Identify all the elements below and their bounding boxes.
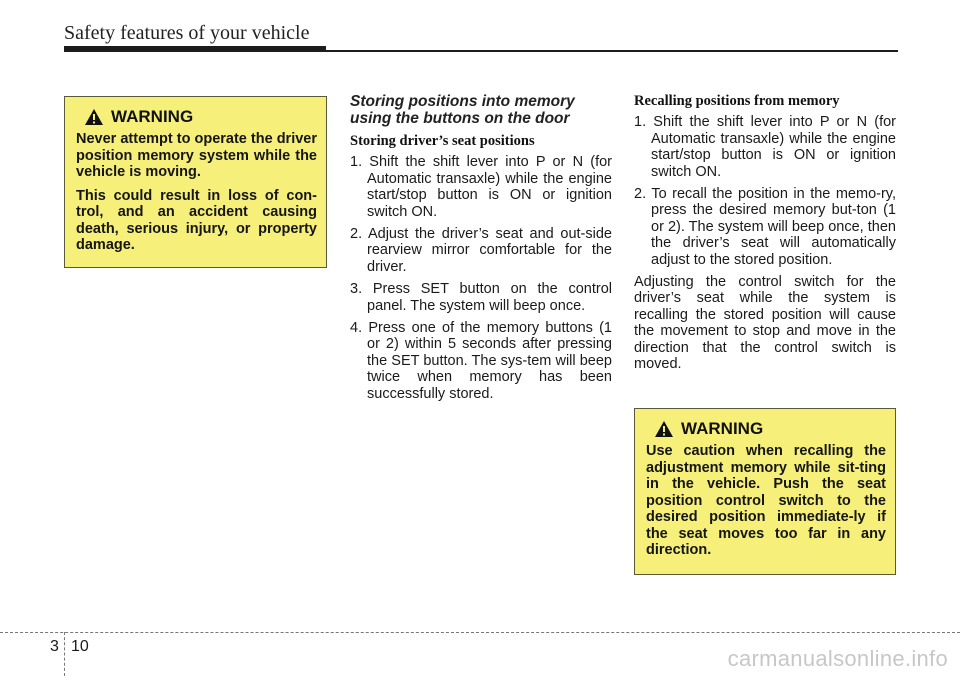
step-item: 2. Adjust the driver’s seat and out-side rearview mirror comfortable for the driver. [350, 226, 612, 275]
header-rule-thick [64, 46, 326, 52]
subsection-title: Storing driver’s seat positions [350, 133, 535, 149]
chapter-number: 3 [50, 638, 59, 655]
footer-divider [64, 632, 65, 676]
warning-title: WARNING [681, 419, 764, 438]
step-item: 1. Shift the shift lever into P or N (for Automatic transaxle) while the engine start/stop button is ON or ignition switch ON. [634, 114, 896, 180]
subsection-title: Recalling positions from memory [634, 93, 840, 109]
warning-header [84, 107, 317, 127]
header-rule-thin [326, 50, 898, 52]
storing-column [350, 93, 612, 408]
warning-paragraph: This could result in loss of con-trol, and an accident causing death, serious injury, or property damage. [76, 187, 317, 253]
warning-triangle-icon [84, 108, 104, 126]
recalling-column [634, 93, 896, 373]
warning-box-right [634, 408, 896, 575]
note-paragraph: Adjusting the control switch for the driver’s seat while the system is recalling the stored position will cause the movement to stop and move in the direction that the control switch is moved. [634, 274, 896, 373]
warning-triangle-icon [654, 420, 674, 438]
step-item: 1. Shift the shift lever into P or N (for Automatic transaxle) while the engine start/stop button is ON or ignition switch ON. [350, 154, 612, 220]
warning-paragraph: Use caution when recalling the adjustment memory while sit-ting in the vehicle. Push the seat position control switch to the desired position immediate-ly if the seat moves too far in any direction. [646, 443, 886, 558]
warning-title: WARNING [111, 107, 194, 126]
warning-paragraph: Never attempt to operate the driver position memory system while the vehicle is moving. [76, 131, 317, 180]
header-title: Safety features of your vehicle [64, 22, 310, 44]
page-number: 10 [71, 638, 89, 655]
step-item: 3. Press SET button on the control panel. The system will beep once. [350, 281, 612, 314]
section-title: Storing positions into memory using the buttons on the door [350, 93, 575, 127]
warning-box-left [64, 96, 327, 268]
warning-header [654, 419, 886, 439]
step-item: 2. To recall the position in the memo-ry, press the desired memory but-ton (1 or 2). The system will beep once, then the driver’s seat will automatically adjust to the stored position. [634, 186, 896, 268]
step-item: 4. Press one of the memory buttons (1 or 2) within 5 seconds after pressing the SET button. The sys-tem will beep twice when memory has been successfully stored. [350, 320, 612, 402]
watermark: carmanualsonline.info [727, 646, 948, 671]
footer-rule [0, 632, 960, 633]
